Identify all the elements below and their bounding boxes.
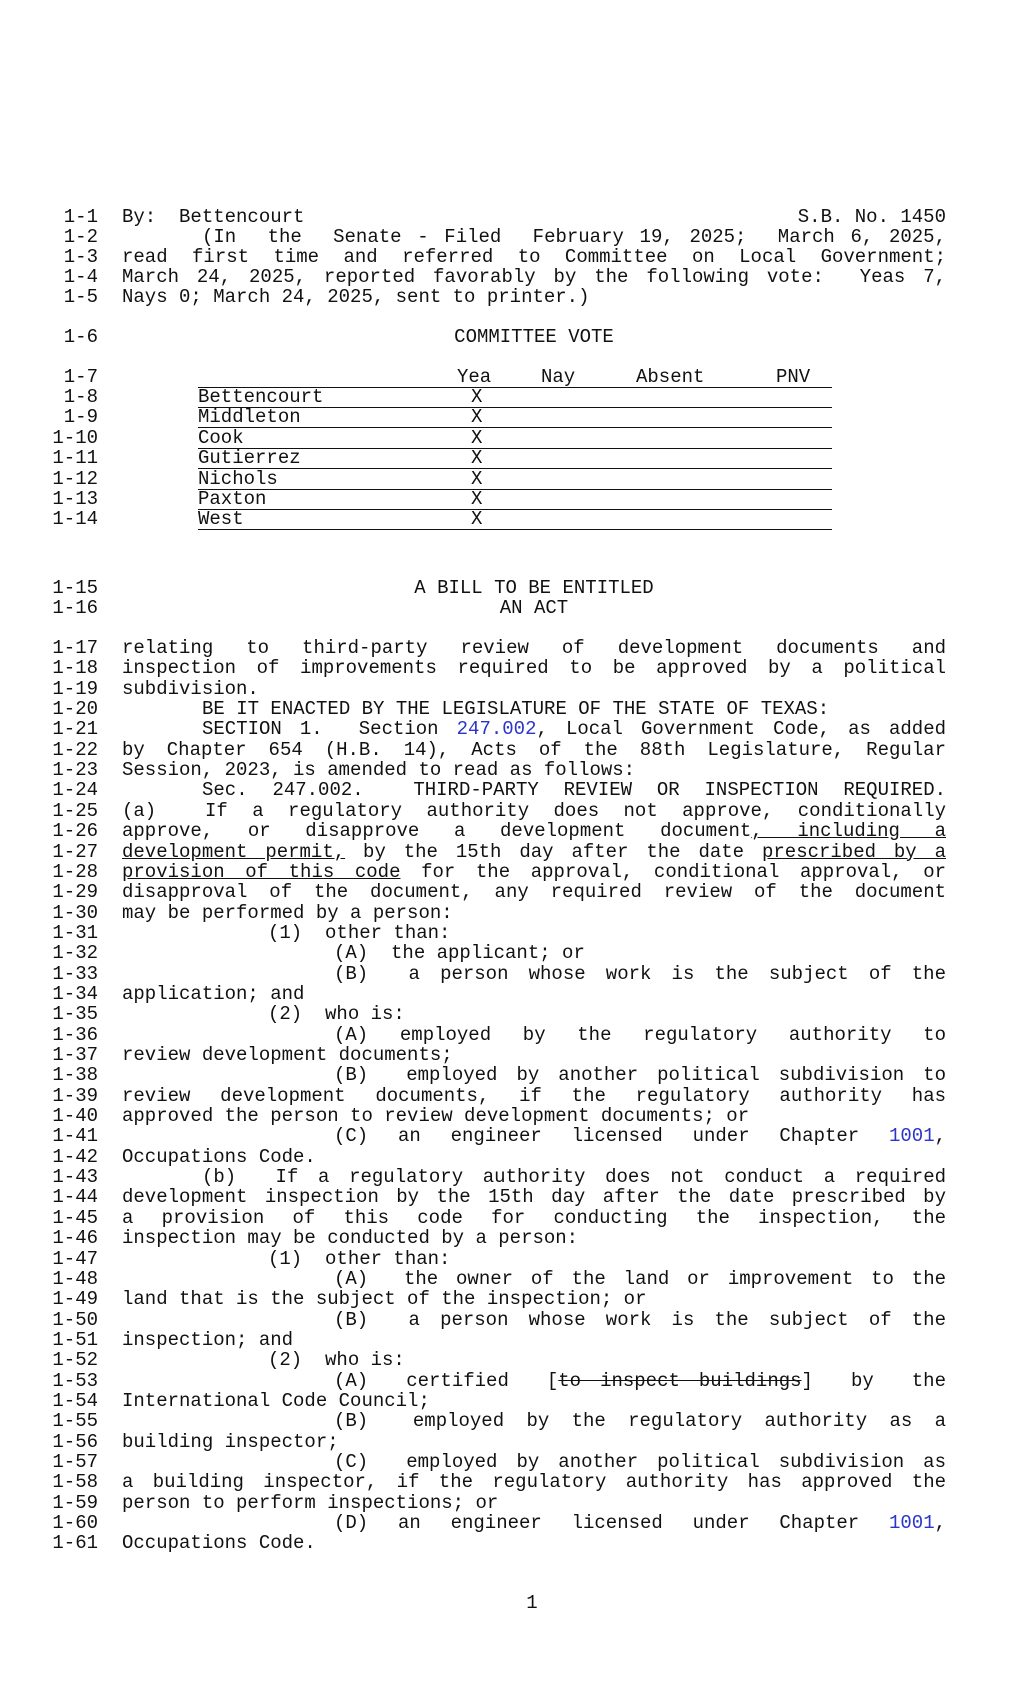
inserted-text: , including a bbox=[751, 820, 947, 843]
line-number: 1-19 bbox=[52, 677, 98, 700]
bill-text-line bbox=[122, 760, 946, 780]
text-run: , bbox=[934, 1512, 946, 1535]
line-number: 1-4 bbox=[63, 266, 98, 288]
bill-text-line bbox=[334, 1411, 946, 1431]
vote-cell-yea: X bbox=[471, 467, 483, 490]
inserted-text: provision of this code bbox=[122, 860, 401, 883]
text-run: read first time and referred to Committee on Local Government; bbox=[122, 246, 946, 268]
text-run: inspection; and bbox=[122, 1328, 294, 1351]
bill-text-line bbox=[122, 1391, 946, 1411]
bill-text-line bbox=[268, 1004, 946, 1024]
vote-cell-yea: X bbox=[471, 406, 483, 429]
bill-text-line bbox=[122, 1086, 946, 1106]
line-number: 1-32 bbox=[52, 942, 98, 965]
bill-text-line bbox=[122, 1106, 946, 1126]
bill-text-line bbox=[202, 780, 946, 800]
vote-header-pnv: PNV bbox=[776, 366, 811, 388]
text-run: (In the Senate - Filed February 19, 2025; March 6, 2025, bbox=[202, 226, 946, 248]
text-run: land that is the subject of the inspection; or bbox=[122, 1288, 647, 1311]
centered-heading: AN ACT bbox=[499, 597, 569, 619]
bill-text-line bbox=[122, 1228, 946, 1248]
vote-header-absent: Absent bbox=[636, 366, 705, 388]
bill-text-line bbox=[202, 1167, 946, 1187]
line-number: 1-5 bbox=[63, 286, 98, 308]
line-number: 1-11 bbox=[52, 447, 98, 470]
vote-cell-name: Nichols bbox=[198, 467, 278, 490]
bill-text-line bbox=[202, 699, 946, 719]
bill-text-line bbox=[122, 638, 946, 658]
line-number: 1-10 bbox=[52, 426, 98, 449]
bill-text-line bbox=[122, 1533, 946, 1553]
text-run: application; and bbox=[122, 982, 305, 1005]
text-run: (B) a person whose work is the subject of the bbox=[334, 1308, 946, 1331]
text-run: subdivision. bbox=[122, 677, 259, 700]
vote-cell-name: Cook bbox=[198, 426, 244, 449]
bill-text-line bbox=[334, 1452, 946, 1472]
text-run: a building inspector, if the regulatory authority has approved the bbox=[122, 1471, 946, 1494]
bill-text-line bbox=[122, 882, 946, 902]
line-number: 1-36 bbox=[52, 1023, 98, 1046]
line-number: 1-33 bbox=[52, 962, 98, 985]
line-number: 1-52 bbox=[52, 1349, 98, 1372]
bill-text-line bbox=[122, 1045, 946, 1065]
text-run: (1) other than: bbox=[268, 1247, 451, 1270]
text-run: for the approval, conditional approval, or bbox=[400, 860, 946, 883]
line-number: 1-2 bbox=[63, 226, 98, 248]
line-number: 1-48 bbox=[52, 1267, 98, 1290]
text-run: development inspection by the 15th day after the date prescribed by bbox=[122, 1186, 946, 1209]
vote-cell-name: Bettencourt bbox=[198, 386, 324, 408]
text-run: (A) the owner of the land or improvement to the bbox=[334, 1267, 946, 1290]
line-number: 1-13 bbox=[52, 488, 98, 510]
bill-text-line bbox=[122, 801, 946, 821]
vote-cell-yea: X bbox=[471, 488, 483, 510]
bill-text-line bbox=[122, 842, 946, 862]
text-run: March 24, 2025, reported favorably by the following vote: Yeas 7, bbox=[122, 266, 946, 288]
bill-text-line bbox=[334, 1025, 946, 1045]
text-run: ] by the bbox=[801, 1369, 946, 1392]
bill-text-line bbox=[334, 1126, 946, 1146]
text-run: (2) who is: bbox=[268, 1349, 405, 1372]
vote-table-rule bbox=[198, 509, 832, 510]
line-number: 1-12 bbox=[52, 467, 98, 490]
inserted-text: development permit, bbox=[122, 840, 346, 863]
bill-text-line bbox=[122, 1493, 946, 1513]
code-section-link[interactable]: 1001 bbox=[888, 1512, 935, 1535]
line-number: 1-51 bbox=[52, 1328, 98, 1351]
bill-text-line bbox=[122, 1330, 946, 1350]
text-run: (C) an engineer licensed under Chapter bbox=[334, 1125, 889, 1148]
line-number: 1-3 bbox=[63, 246, 98, 268]
line-number: 1-58 bbox=[52, 1471, 98, 1494]
line-number: 1-57 bbox=[52, 1451, 98, 1473]
inserted-text: prescribed by a bbox=[761, 840, 947, 863]
bill-text-line bbox=[334, 943, 946, 963]
bill-text-line bbox=[122, 247, 946, 267]
line-number: 1-45 bbox=[52, 1206, 98, 1229]
bill-text-line bbox=[122, 658, 946, 678]
text-run: disapproval of the document, any required review of the document bbox=[122, 881, 946, 904]
code-section-link[interactable]: 1001 bbox=[888, 1125, 935, 1148]
line-number: 1-54 bbox=[52, 1389, 98, 1412]
line-number: 1-21 bbox=[52, 718, 98, 741]
line-number: 1-42 bbox=[52, 1145, 98, 1168]
line-number: 1-37 bbox=[52, 1044, 98, 1066]
line-number: 1-24 bbox=[52, 779, 98, 802]
bill-text-line bbox=[334, 1269, 946, 1289]
text-run: , bbox=[934, 1125, 946, 1148]
line-number: 1-47 bbox=[52, 1247, 98, 1270]
line-number: 1-29 bbox=[52, 881, 98, 904]
page-number: 1 bbox=[526, 1592, 538, 1614]
line-number: 1-56 bbox=[52, 1430, 98, 1453]
line-number: 1-18 bbox=[52, 657, 98, 680]
bill-text-line bbox=[268, 923, 946, 943]
line-number: 1-46 bbox=[52, 1227, 98, 1250]
bill-text-line bbox=[122, 903, 946, 923]
bill-text-line bbox=[122, 1432, 946, 1452]
text-run: SECTION 1. Section bbox=[202, 718, 457, 741]
text-run: by the 15th day after the date bbox=[345, 840, 762, 863]
text-run: building inspector; bbox=[122, 1430, 339, 1453]
bill-text-line bbox=[122, 740, 946, 760]
bill-text-line bbox=[122, 1472, 946, 1492]
bill-text-line bbox=[122, 679, 946, 699]
line-number: 1-53 bbox=[52, 1369, 98, 1392]
text-run: approve, or disapprove a development document bbox=[122, 820, 752, 843]
text-run: Session, 2023, is amended to read as follows: bbox=[122, 759, 636, 782]
bill-text-line bbox=[122, 1187, 946, 1207]
bill-text-line bbox=[268, 1350, 946, 1370]
vote-header-nay: Nay bbox=[541, 366, 576, 388]
bill-text-line bbox=[268, 1249, 946, 1269]
line-number: 1-17 bbox=[52, 637, 98, 659]
text-run: (B) employed by another political subdivision to bbox=[334, 1064, 946, 1087]
line-number: 1-61 bbox=[52, 1532, 98, 1555]
bill-text-line bbox=[122, 1147, 946, 1167]
line-number: 1-16 bbox=[52, 597, 98, 619]
vote-cell-yea: X bbox=[471, 386, 483, 408]
text-run: review development documents; bbox=[122, 1044, 453, 1066]
text-run: inspection may be conducted by a person: bbox=[122, 1227, 579, 1250]
line-number: 1-1 bbox=[63, 206, 98, 228]
vote-cell-name: Gutierrez bbox=[198, 447, 301, 470]
centered-heading: A BILL TO BE ENTITLED bbox=[414, 577, 654, 599]
text-run: (A) the applicant; or bbox=[334, 942, 585, 965]
vote-cell-name: Paxton bbox=[198, 488, 267, 510]
text-run: , Local Government Code, as added bbox=[536, 718, 947, 741]
text-run: (A) certified [ bbox=[334, 1369, 559, 1392]
text-run: person to perform inspections; or bbox=[122, 1491, 499, 1514]
bill-text-line bbox=[122, 821, 946, 841]
line-number: 1-39 bbox=[52, 1084, 98, 1107]
line-number: 1-6 bbox=[63, 326, 98, 348]
text-run: By: Bettencourt bbox=[122, 206, 305, 228]
line-number: 1-31 bbox=[52, 921, 98, 944]
vote-header-yea: Yea bbox=[457, 366, 492, 388]
vote-cell-yea: X bbox=[471, 508, 483, 531]
text-run: (2) who is: bbox=[268, 1003, 405, 1026]
vote-cell-name: West bbox=[198, 508, 244, 531]
line-number: 1-9 bbox=[63, 406, 98, 429]
vote-table-rule bbox=[198, 468, 832, 469]
text-run: relating to third-party review of development documents and bbox=[122, 637, 946, 659]
text-run: review development documents, if the regulatory authority has bbox=[122, 1084, 946, 1107]
deleted-text: to inspect buildings bbox=[558, 1369, 802, 1392]
text-run: Occupations Code. bbox=[122, 1532, 316, 1555]
bill-text-line bbox=[202, 719, 946, 739]
text-run: (a) If a regulatory authority does not approve, conditionally bbox=[122, 799, 946, 822]
bill-text-line bbox=[202, 227, 946, 247]
bill-text-line bbox=[122, 1289, 946, 1309]
line-number: 1-8 bbox=[63, 386, 98, 408]
text-run: (B) employed by the regulatory authority as a bbox=[334, 1410, 946, 1433]
text-run: (C) employed by another political subdivision as bbox=[334, 1451, 946, 1473]
text-run: Occupations Code. bbox=[122, 1145, 316, 1168]
line-number: 1-14 bbox=[52, 508, 98, 531]
line-number: 1-41 bbox=[52, 1125, 98, 1148]
line-number: 1-23 bbox=[52, 759, 98, 782]
bill-number: S.B. No. 1450 bbox=[797, 206, 946, 228]
bill-text-line bbox=[334, 1371, 946, 1391]
centered-heading: COMMITTEE VOTE bbox=[454, 326, 614, 348]
bill-text-line bbox=[122, 862, 946, 882]
code-section-link[interactable]: 247.002 bbox=[456, 718, 537, 741]
line-number: 1-7 bbox=[63, 366, 98, 388]
line-number: 1-26 bbox=[52, 820, 98, 843]
line-number: 1-30 bbox=[52, 901, 98, 924]
text-run: by Chapter 654 (H.B. 14), Acts of the 88th Legislature, Regular bbox=[122, 738, 946, 761]
text-run: a provision of this code for conducting the inspection, the bbox=[122, 1206, 946, 1229]
text-run: Sec. 247.002. THIRD-PARTY REVIEW OR INSPECTION REQUIRED. bbox=[202, 779, 946, 802]
text-run: may be performed by a person: bbox=[122, 901, 453, 924]
text-run: BE IT ENACTED BY THE LEGISLATURE OF THE STATE OF TEXAS: bbox=[202, 698, 830, 721]
line-number: 1-35 bbox=[52, 1003, 98, 1026]
line-number: 1-15 bbox=[52, 577, 98, 599]
bill-text-line bbox=[122, 287, 946, 307]
text-run: approved the person to review development documents; or bbox=[122, 1105, 750, 1128]
text-run: Nays 0; March 24, 2025, sent to printer.) bbox=[122, 286, 590, 308]
line-number: 1-28 bbox=[52, 860, 98, 883]
bill-text-line bbox=[122, 1208, 946, 1228]
vote-table-rule bbox=[198, 427, 832, 428]
line-number: 1-49 bbox=[52, 1288, 98, 1311]
line-number: 1-34 bbox=[52, 982, 98, 1005]
vote-table-rule bbox=[198, 529, 832, 530]
bill-text-line bbox=[334, 1310, 946, 1330]
bill-text-line bbox=[122, 267, 946, 287]
text-run: (1) other than: bbox=[268, 921, 451, 944]
line-number: 1-27 bbox=[52, 840, 98, 863]
vote-table-rule bbox=[198, 489, 832, 490]
line-number: 1-44 bbox=[52, 1186, 98, 1209]
line-number: 1-25 bbox=[52, 799, 98, 822]
line-number: 1-40 bbox=[52, 1105, 98, 1128]
line-number: 1-22 bbox=[52, 738, 98, 761]
text-run: (b) If a regulatory authority does not conduct a required bbox=[202, 1166, 946, 1189]
text-run: inspection of improvements required to be approved by a political bbox=[122, 657, 946, 680]
line-number: 1-38 bbox=[52, 1064, 98, 1087]
line-number: 1-59 bbox=[52, 1491, 98, 1514]
text-run: (D) an engineer licensed under Chapter bbox=[334, 1512, 889, 1535]
line-number: 1-60 bbox=[52, 1512, 98, 1535]
bill-text-line bbox=[122, 984, 946, 1004]
line-number: 1-43 bbox=[52, 1166, 98, 1189]
bill-text-line bbox=[334, 964, 946, 984]
text-run: (B) a person whose work is the subject of the bbox=[334, 962, 946, 985]
line-number: 1-50 bbox=[52, 1308, 98, 1331]
vote-cell-name: Middleton bbox=[198, 406, 301, 429]
text-run: (A) employed by the regulatory authority to bbox=[334, 1023, 946, 1046]
text-run: International Code Council; bbox=[122, 1389, 430, 1412]
line-number: 1-55 bbox=[52, 1410, 98, 1433]
vote-cell-yea: X bbox=[471, 426, 483, 449]
bill-text-line bbox=[334, 1513, 946, 1533]
line-number: 1-20 bbox=[52, 698, 98, 721]
bill-text-line bbox=[334, 1065, 946, 1085]
vote-cell-yea: X bbox=[471, 447, 483, 470]
